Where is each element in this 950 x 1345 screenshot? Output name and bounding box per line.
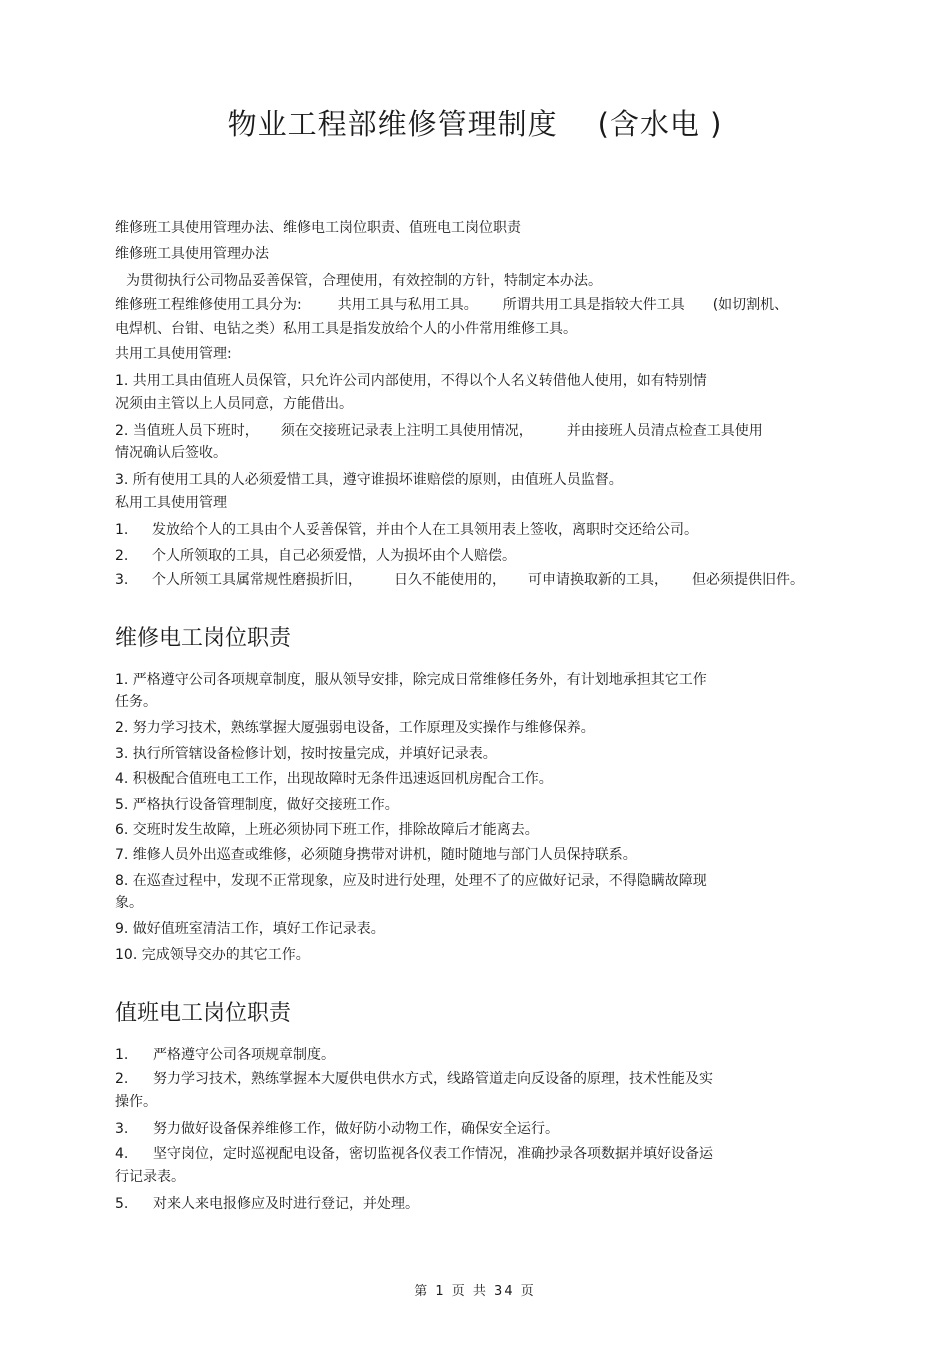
maint-item-5: 5. 严格执行设备管理制度，做好交接班工作。	[115, 797, 399, 813]
tools-text-c: 所谓共用工具是指较大件工具	[502, 297, 685, 313]
duty-item-4-line2: 行记录表。	[115, 1169, 185, 1185]
maint-item-2: 2. 努力学习技术，熟练掌握大厦强弱电设备，工作原理及实操作与维修保养。	[115, 720, 595, 736]
private-item-3-text-b: 日久不能使用的，	[394, 572, 506, 588]
shared-item-2-text-b: 须在交接班记录表上注明工具使用情况，	[280, 423, 533, 439]
tools-text-b: 共用工具与私用工具。	[337, 297, 478, 313]
contents-line: 维修班工具使用管理办法、维修电工岗位职责、值班电工岗位职责	[115, 220, 521, 236]
maint-item-7: 7. 维修人员外出巡查或维修，必须随身携带对讲机，随时随地与部门人员保持联系。	[115, 847, 637, 863]
duty-item-3-text: 努力做好设备保养维修工作，做好防小动物工作，确保安全运行。	[153, 1121, 559, 1137]
duty-item-1-number: 1.	[115, 1047, 129, 1063]
title-main: 物业工程部维修管理制度	[227, 107, 558, 141]
duty-item-2-line2: 操作。	[115, 1094, 157, 1110]
private-item-3-number: 3.	[115, 572, 129, 588]
maint-item-6: 6. 交班时发生故障，上班必须协同下班工作，排除故障后才能离去。	[115, 822, 539, 838]
private-item-2-number: 2.	[115, 548, 129, 564]
private-item-2-text: 个人所领取的工具，自己必须爱惜，人为损坏由个人赔偿。	[152, 548, 516, 564]
subheading-tools: 维修班工具使用管理办法	[115, 246, 269, 262]
tools-paragraph-line2: 电焊机、台钳、电钻之类）私用工具是指发放给个人的小件常用维修工具。	[115, 321, 577, 337]
shared-item-2-line2: 情况确认后签收。	[115, 445, 227, 461]
duty-item-3-number: 3.	[115, 1121, 129, 1137]
shared-item-2-line1	[115, 421, 763, 441]
duty-item-1	[115, 1045, 335, 1065]
private-tools-heading: 私用工具使用管理	[115, 495, 227, 511]
duty-item-5-text: 对来人来电报修应及时进行登记，并处理。	[153, 1196, 419, 1212]
maint-item-1-line2: 任务。	[115, 694, 157, 710]
duty-item-5-number: 5.	[115, 1196, 129, 1212]
maint-item-9: 9. 做好值班室清洁工作，填好工作记录表。	[115, 921, 385, 937]
shared-item-2-text-c: 并由接班人员清点检查工具使用	[566, 423, 763, 439]
maint-item-8-line2: 象。	[115, 895, 143, 911]
title-suffix: (含水电 )	[597, 107, 723, 141]
private-item-3-text-c: 可申请换取新的工具，	[528, 572, 668, 588]
shared-item-2-text-a: 2. 当值班人员下班时，	[115, 423, 259, 439]
duty-item-2-text: 努力学习技术，熟练掌握本大厦供电供水方式，线路管道走向反设备的原理，技术性能及实	[153, 1071, 713, 1087]
duty-item-4-number: 4.	[115, 1146, 129, 1162]
duty-item-4-text: 坚守岗位，定时巡视配电设备，密切监视各仪表工作情况，准确抄录各项数据并填好设备运	[153, 1146, 713, 1162]
shared-item-1-line2: 况须由主管以上人员同意，方能借出。	[115, 396, 353, 412]
private-item-2	[115, 546, 516, 566]
page-title	[0, 104, 950, 144]
duty-item-2-line1	[115, 1069, 713, 1089]
duty-item-3	[115, 1119, 559, 1139]
duty-item-5	[115, 1194, 419, 1214]
page-footer: 第 1 页 共 34 页	[414, 1284, 536, 1299]
maint-item-1-line1: 1. 严格遵守公司各项规章制度，服从领导安排，除完成日常维修任务外，有计划地承担其它工作	[115, 672, 707, 688]
duty-item-4-line1	[115, 1144, 713, 1164]
private-item-1	[115, 520, 698, 540]
tools-paragraph-line1	[115, 295, 788, 315]
private-item-3	[115, 570, 804, 590]
private-item-1-text: 发放给个人的工具由个人妥善保管，并由个人在工具领用表上签收，离职时交还给公司。	[152, 522, 698, 538]
private-item-3-text-a: 个人所领工具属常规性磨损折旧，	[152, 572, 362, 588]
maint-item-3: 3. 执行所管辖设备检修计划，按时按量完成，并填好记录表。	[115, 746, 497, 762]
shared-item-3: 3. 所有使用工具的人必须爱惜工具，遵守谁损坏谁赔偿的原则，由值班人员监督。	[115, 472, 623, 488]
duty-item-2-number: 2.	[115, 1071, 129, 1087]
section-heading-duty-electrician: 值班电工岗位职责	[115, 1001, 292, 1026]
private-item-1-number: 1.	[115, 522, 129, 538]
tools-text-a: 维修班工程维修使用工具分为:	[115, 297, 302, 313]
purpose-paragraph: 为贯彻执行公司物品妥善保管，合理使用，有效控制的方针，特制定本办法。	[126, 273, 602, 289]
maint-item-4: 4. 积极配合值班电工工作，出现故障时无条件迅速返回机房配合工作。	[115, 771, 553, 787]
section-heading-maintenance-electrician: 维修电工岗位职责	[115, 626, 292, 651]
shared-tools-heading: 共用工具使用管理:	[115, 346, 232, 362]
duty-item-1-text: 严格遵守公司各项规章制度。	[153, 1047, 335, 1063]
maint-item-10: 10. 完成领导交办的其它工作。	[115, 947, 310, 963]
tools-text-d: (如切割机、	[712, 297, 789, 313]
private-item-3-text-d: 但必须提供旧件。	[692, 572, 804, 588]
maint-item-8-line1: 8. 在巡查过程中，发现不正常现象，应及时进行处理，处理不了的应做好记录，不得隐瞒故障现	[115, 873, 707, 889]
shared-item-1-line1: 1. 共用工具由值班人员保管，只允许公司内部使用，不得以个人名义转借他人使用，如有特别情	[115, 373, 707, 389]
